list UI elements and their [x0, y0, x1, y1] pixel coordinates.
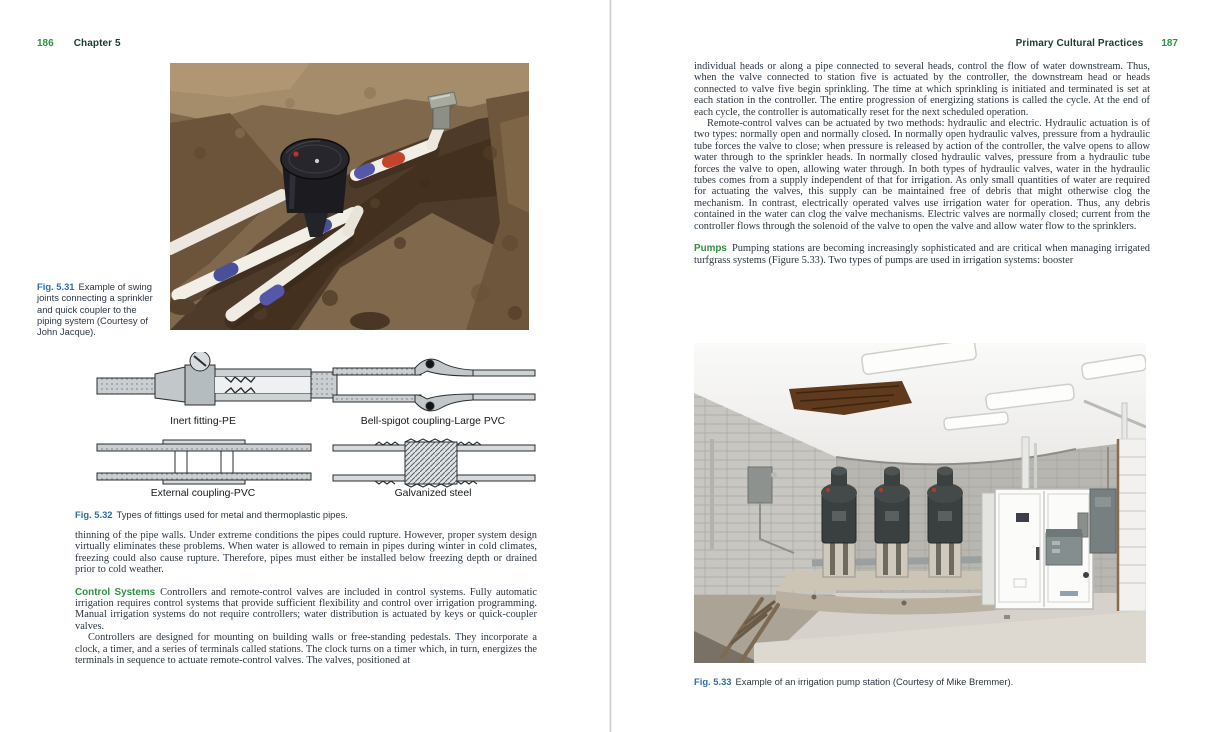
fig-5-32-caption: [75, 509, 537, 520]
pumps-heading: Pumps: [694, 243, 727, 255]
fittings-diagram: [75, 352, 540, 504]
external-coupling-diagram: [97, 440, 311, 484]
trench-photo-illustration: [170, 63, 529, 330]
right-paragraph-1: individual heads or along a pipe connected to several heads, control the flow of water downstream. Thus, when the valve connected to station five is actuated by the controller, the downstream head or heads connected to valve five begin sprinkling. The time at which sprinkling is initiated and terminated is set at each station in the controller. The entire progression of energizing stations is called the cycle. At the end of each cycle, the controller is automatically reset for the next scheduled operation.: [694, 61, 1150, 118]
right-page-number: 187: [1161, 38, 1178, 49]
left-running-head: Chapter 5: [73, 38, 121, 49]
fig-5-33-caption-text: Example of an irrigation pump station (Courtesy of Mike Bremmer).: [735, 676, 1014, 687]
fig-5-33-photo: [694, 343, 1146, 663]
left-page-number: 186: [37, 38, 54, 49]
control-systems-heading: Control Systems: [75, 586, 156, 598]
left-body-text: [75, 530, 537, 666]
fig-5-32-label: Fig. 5.32: [75, 509, 113, 520]
fig-5-31-caption: [37, 281, 161, 337]
inert-fitting-diagram: [97, 352, 337, 405]
galvanized-steel-diagram: [333, 439, 535, 487]
pump-station-illustration: [694, 343, 1146, 663]
right-running-head: Primary Cultural Practices: [1015, 38, 1144, 49]
fig-5-31-photo: [170, 63, 529, 330]
diagram-label-galvanized-steel: Galvanized steel: [394, 488, 472, 499]
fig-5-32-caption-text: Types of fittings used for metal and thermoplastic pipes.: [116, 509, 348, 520]
right-page: [612, 0, 1224, 732]
left-paragraph-3: Controllers are designed for mounting on building walls or free-standing pedestals. They incorporate a clock, a timer, and a series of terminals called stations. The clock turns on a timer which, in turn, energizes the terminals in sequence to actuate remote-control valves. The valves, positioned at: [75, 632, 537, 667]
fig-5-32-diagram: [75, 352, 540, 504]
right-paragraph-3-text: Pumping stations are becoming increasingly sophisticated and are critical when managing irrigated turfgrass systems (Figure 5.33). Two types of pumps are used in irrigation systems: booster: [694, 243, 1150, 266]
left-paragraph-2: [75, 587, 537, 633]
diagram-label-bell-spigot: Bell-spigot coupling-Large PVC: [360, 416, 506, 427]
right-body-text: [694, 61, 1150, 266]
left-paragraph-2-text: Controllers and remote-control valves are included in control systems. Fully automatic irrigation requires control systems that provide sufficient flexibility and control over irrigation programming. Manual irrigation systems do not require controllers; water distribution is actuated by keys or quick-coupler valves.: [75, 586, 537, 632]
diagram-label-inert-fitting: Inert fitting-PE: [170, 416, 236, 427]
right-paragraph-2: Remote-control valves can be actuated by two methods: hydraulic and electric. Hydraulic actuation is of two types: normally open and normally closed. In normally open hydraulic valves, pressure from a hydraulic tube forces the valve to close; when pressure is released by action of the controller, the valve opens to allow water through to the sprinkler heads. In normally closed hydraulic valves, pressure from a hydraulic tube forces the valve to open, allowing water through. In both types of hydraulic valves, water in the hydraulic tubes comes from a supply independent of that for irrigation. As only small quantities of water are required for actuating the valves, this supply can be maintained free of debris that might otherwise clog the mechanism. In contrast, electrically operated valves use irrigation water for operation. Thus, any debris contained in the water can clog the valve mechanisms. Electric valves are normally closed; current from the controller flows through the solenoid of the valve to open the valve and allow water flow to the sprinklers.: [694, 118, 1150, 232]
diagram-label-external-coupling: External coupling-PVC: [150, 488, 256, 499]
fig-5-33-label: Fig. 5.33: [694, 676, 732, 687]
fig-5-33-caption: [694, 676, 1150, 687]
left-page-header: [37, 38, 121, 49]
left-page: [0, 0, 609, 732]
pumps: [821, 467, 963, 578]
bell-spigot-diagram: [333, 359, 535, 411]
fig-5-31-label: Fig. 5.31: [37, 281, 75, 292]
fig-5-31-caption-text: Example of swing joints connecting a sprinkler and quick coupler to the piping system (Courtesy of John Jacque).: [37, 281, 153, 338]
right-paragraph-3: [694, 243, 1150, 266]
left-paragraph-1: thinning of the pipe walls. Under extreme conditions the pipes could rupture. However, proper system design virtually eliminates these problems. When water is allowed to remain in pipes during winter in cold climates, freezing could also cause rupture. Therefore, pipes must either be installed below freezing depth or drained prior to cold weather.: [75, 530, 537, 576]
right-page-header: [1016, 38, 1178, 49]
